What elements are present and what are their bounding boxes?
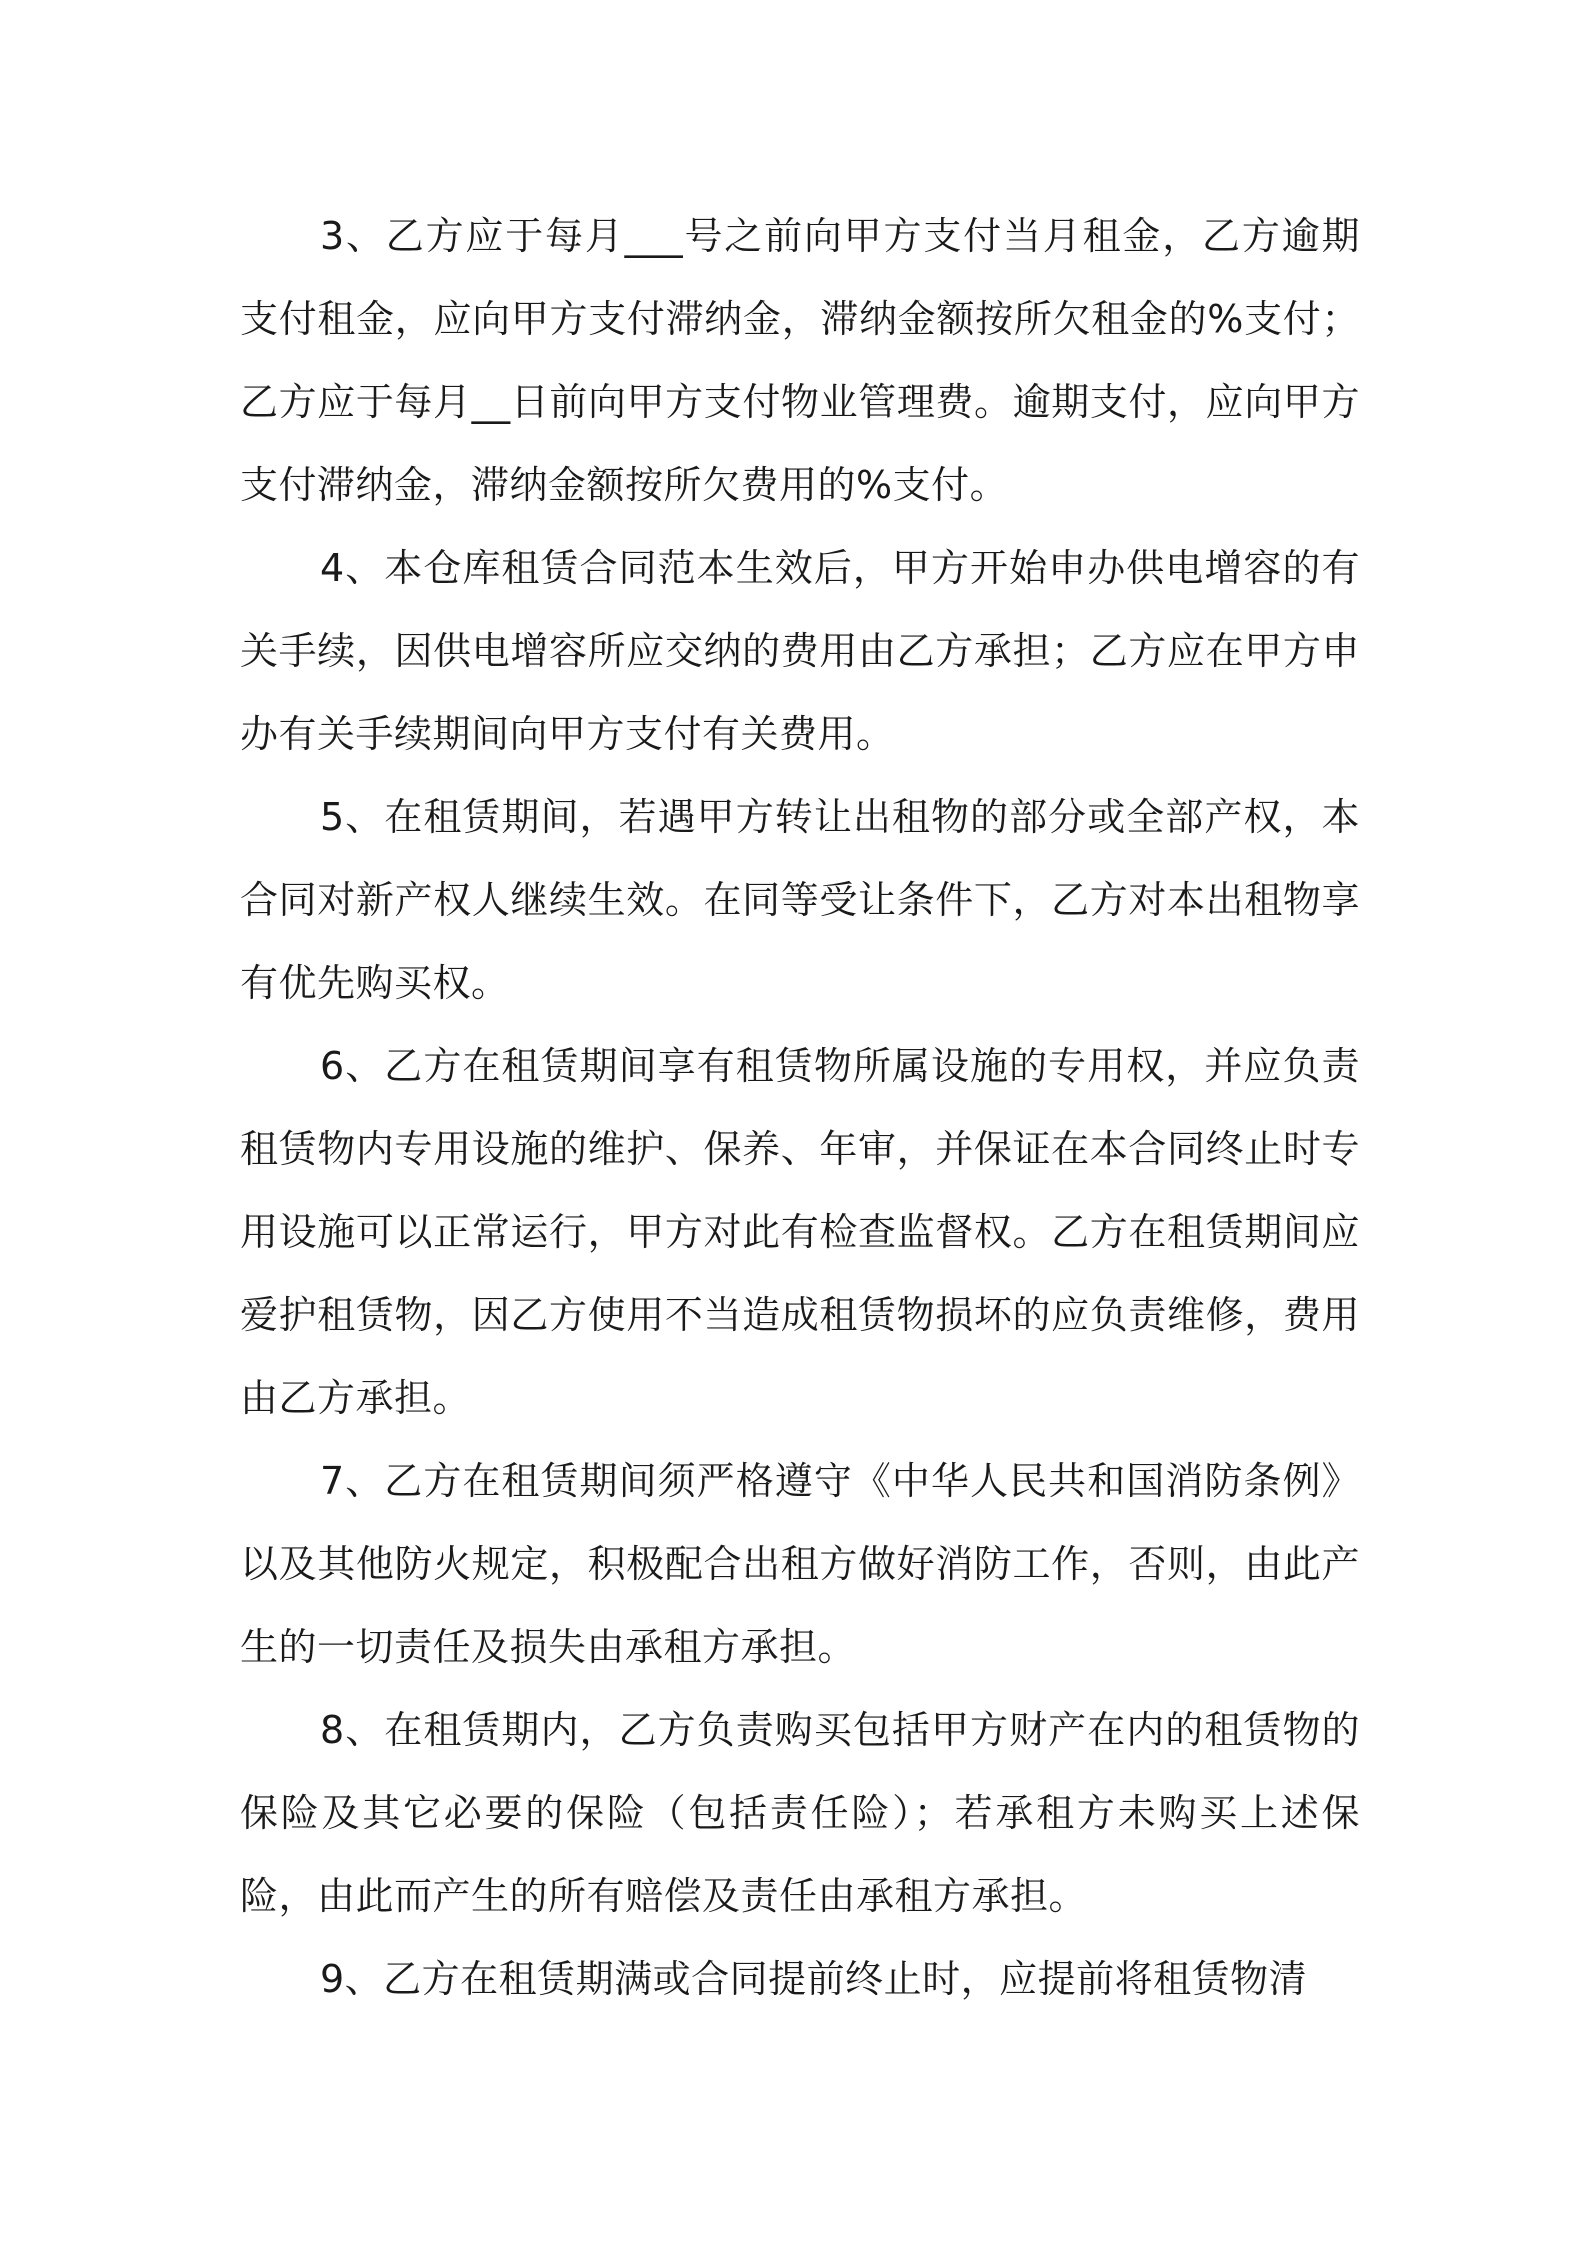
clause-6-paragraph: 6、乙方在租赁期间享有租赁物所属设施的专用权，并应负责租赁物内专用设施的维护、保养、年审，并保证在本合同终止时专用设施可以正常运行，甲方对此有检查监督权。乙方在租赁期间应爱护租赁物，因乙方使用不当造成租赁物损坏的应负责维修，费用由乙方承担。 <box>240 1044 1360 1420</box>
clause-4-paragraph: 4、本仓库租赁合同范本生效后，甲方开始申办供电增容的有关手续，因供电增容所应交纳的费用由乙方承担；乙方应在甲方申办有关手续期间向甲方支付有关费用。 <box>240 546 1360 756</box>
clause-7-paragraph: 7、乙方在租赁期间须严格遵守《中华人民共和国消防条例》以及其他防火规定，积极配合出租方做好消防工作，否则，由此产生的一切责任及损失由承租方承担。 <box>240 1459 1360 1669</box>
clause-3-paragraph: 3、乙方应于每月___号之前向甲方支付当月租金，乙方逾期支付租金，应向甲方支付滞纳金，滞纳金额按所欠租金的%支付；乙方应于每月__日前向甲方支付物业管理费。逾期支付，应向甲方支付滞纳金，滞纳金额按所欠费用的%支付。 <box>240 214 1360 507</box>
clause-8-paragraph: 8、在租赁期内，乙方负责购买包括甲方财产在内的租赁物的保险及其它必要的保险（包括责任险）；若承租方未购买上述保险，由此而产生的所有赔偿及责任由承租方承担。 <box>240 1708 1360 1918</box>
contract-body <box>240 195 1360 2021</box>
clause-9-paragraph: 9、乙方在租赁期满或合同提前终止时，应提前将租赁物清 <box>320 1957 1308 2001</box>
clause-5-paragraph: 5、在租赁期间，若遇甲方转让出租物的部分或全部产权，本合同对新产权人继续生效。在同等受让条件下，乙方对本出租物享有优先购买权。 <box>240 795 1360 1005</box>
